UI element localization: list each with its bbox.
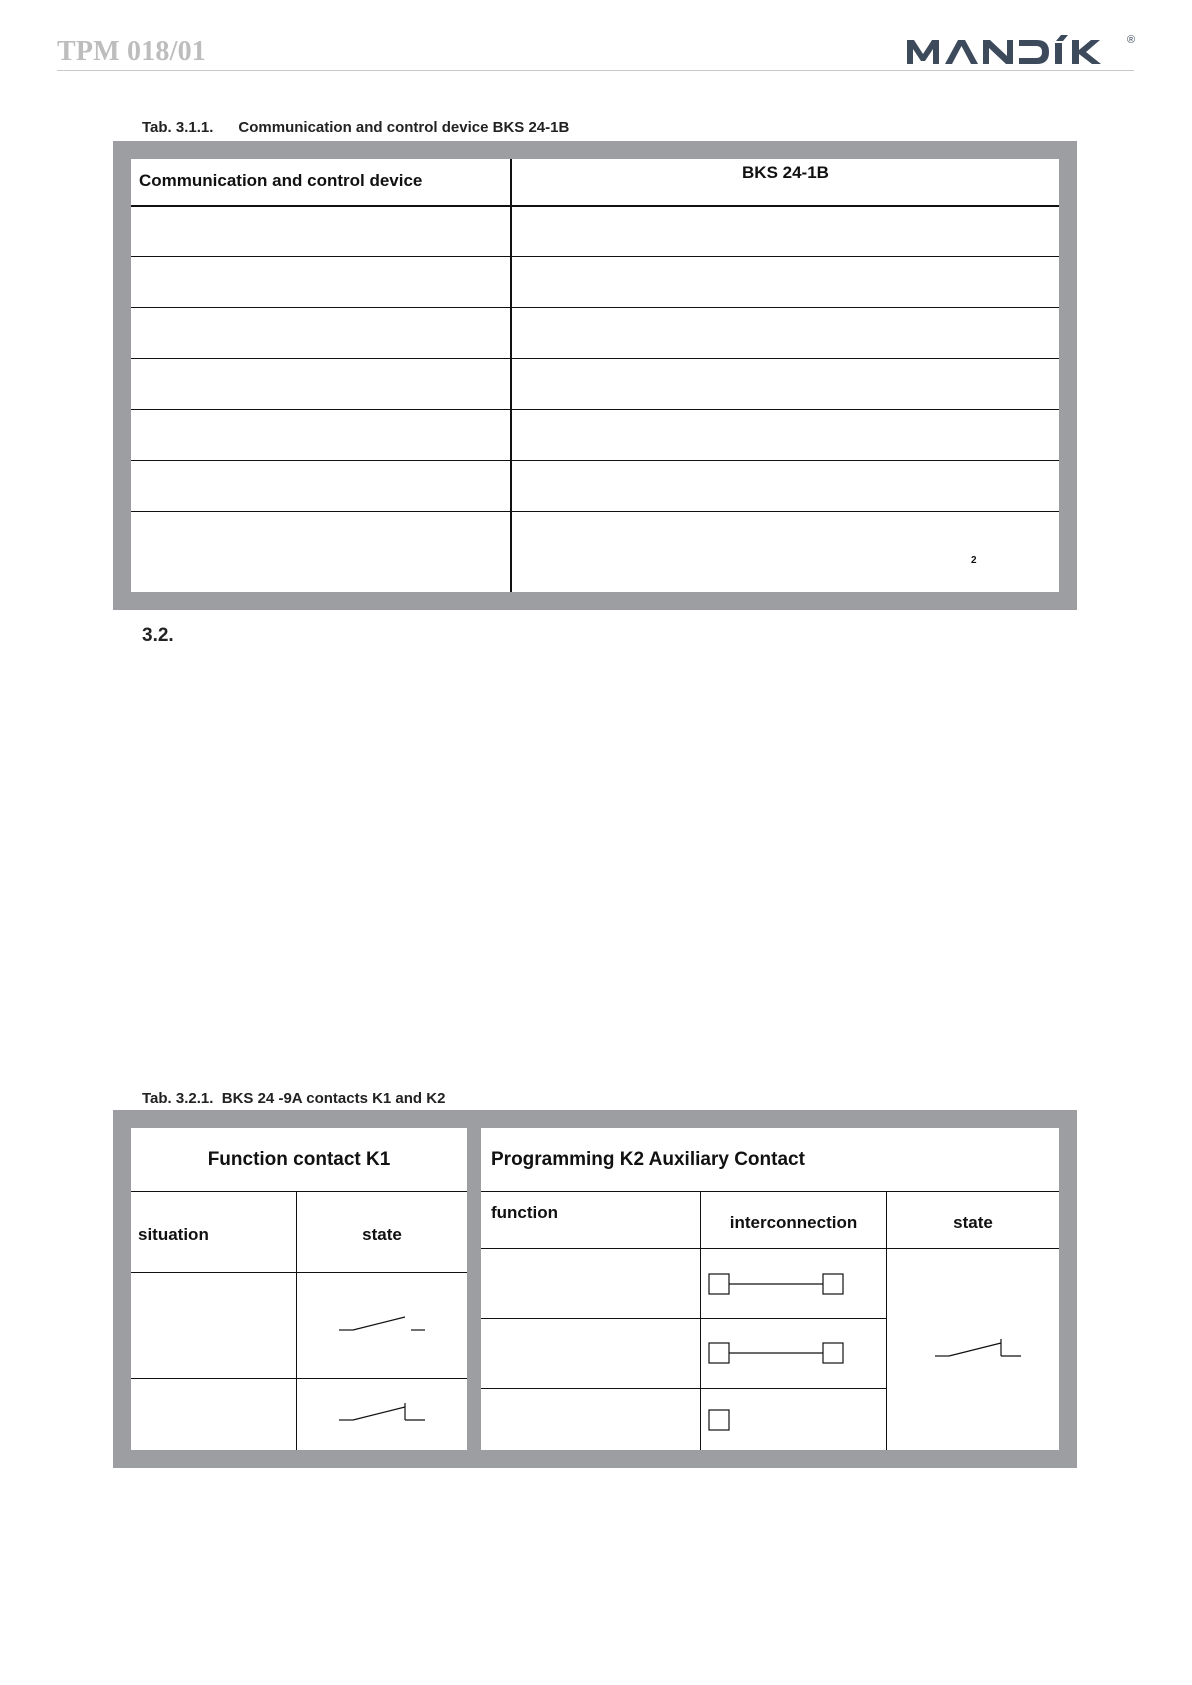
- k2-column-header: function: [491, 1203, 559, 1222]
- table2-caption: Tab. 3.2.1. BKS 24 -9A contacts K1 and K2: [142, 1090, 446, 1107]
- table1-header-divider: [131, 205, 1059, 207]
- closed-contact-icon: [933, 1336, 1023, 1362]
- terminal-link-icon: [708, 1341, 848, 1365]
- header-divider: [57, 70, 1134, 71]
- table1-row-divider: [131, 409, 1059, 410]
- open-contact-icon: [337, 1310, 427, 1336]
- closed-contact-icon: [337, 1400, 427, 1426]
- k1-header-divider: [131, 1272, 467, 1273]
- table1-row-divider: [131, 358, 1059, 359]
- table2: [131, 1128, 1059, 1450]
- table1-row-divider: [131, 307, 1059, 308]
- contact-k1-panel: [131, 1128, 467, 1450]
- mandik-logo: [905, 34, 1135, 75]
- table1-column-header: BKS 24-1B: [742, 163, 829, 182]
- table1-row-divider: [131, 460, 1059, 461]
- k1-column-header: situation: [138, 1225, 209, 1244]
- table1-row-divider: [131, 511, 1059, 512]
- k1-row-divider: [131, 1378, 467, 1379]
- k2-column-header: interconnection: [729, 1213, 858, 1232]
- k1-title: Function contact K1: [207, 1149, 391, 1170]
- k2-title-divider: [481, 1191, 1059, 1192]
- registered-mark: ®: [1127, 34, 1136, 46]
- k2-header-divider: [481, 1248, 1059, 1249]
- k1-column-header: state: [362, 1225, 402, 1244]
- table1-column-header: Communication and control device: [139, 171, 423, 190]
- terminal-icon: [708, 1408, 732, 1432]
- k1-title-divider: [131, 1191, 467, 1192]
- k2-title: Programming K2 Auxiliary Contact: [491, 1149, 805, 1170]
- k2-column-header: state: [953, 1213, 993, 1232]
- table1-caption: Tab. 3.1.1. Communication and control device BKS 24-1B: [142, 119, 570, 136]
- terminal-link-icon: [708, 1272, 848, 1296]
- table1: [131, 159, 1059, 592]
- k2-row-divider: [481, 1318, 887, 1319]
- table1-row-divider: [131, 256, 1059, 257]
- section-number: 3.2.: [142, 625, 174, 646]
- document-code: TPM 018/01: [57, 36, 206, 67]
- footnote-marker: 2: [971, 555, 977, 566]
- k2-row-divider: [481, 1388, 887, 1389]
- contact-k2-panel: [481, 1128, 1059, 1450]
- table1-column-divider: [510, 159, 512, 592]
